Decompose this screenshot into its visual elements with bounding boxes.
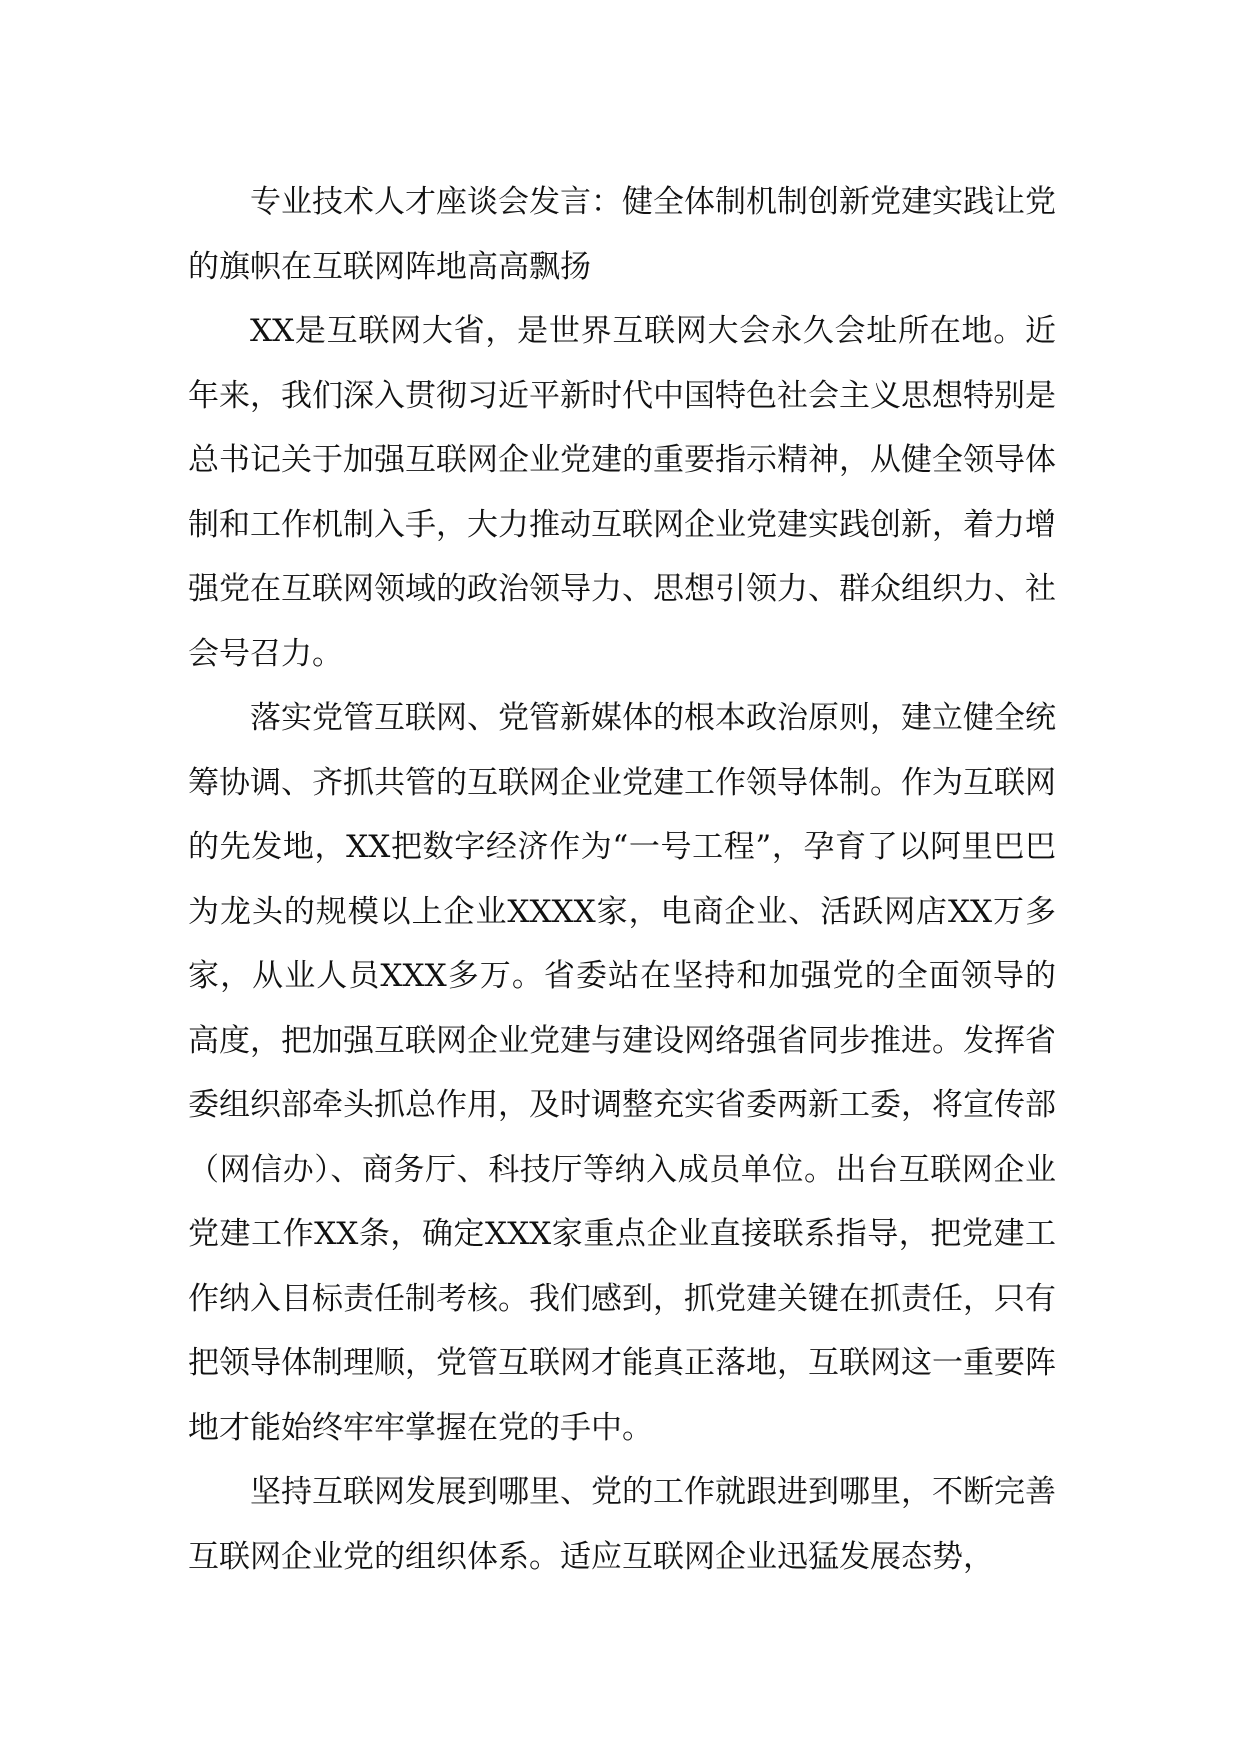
document-title: 专业技术人才座谈会发言：健全体制机制创新党建实践让党的旗帜在互联网阵地高高飘扬	[188, 184, 1056, 285]
paragraph-1: XX是互联网大省，是世界互联网大会永久会址所在地。近年来，我们深入贯彻习近平新时代中国特色社会主义思想特别是总书记关于加强互联网企业党建的重要指示精神，从健全领导体制和工作机制入手，大力推动互联网企业党建实践创新，着力增强党在互联网领域的政治领导力、思想引领力、群众组织力、社会号召力。	[188, 313, 1056, 672]
paragraph-3: 坚持互联网发展到哪里、党的工作就跟进到哪里，不断完善互联网企业党的组织体系。适应互联网企业迅猛发展态势，	[188, 1474, 1056, 1575]
paragraph-2: 落实党管互联网、党管新媒体的根本政治原则，建立健全统筹协调、齐抓共管的互联网企业党建工作领导体制。作为互联网的先发地，XX把数字经济作为“一号工程”，孕育了以阿里巴巴为龙头的规模以上企业XXXX家，电商企业、活跃网店XX万多家，从业人员XXX多万。省委站在坚持和加强党的全面领导的高度，把加强互联网企业党建与建设网络强省同步推进。发挥省委组织部牵头抓总作用，及时调整充实省委两新工委，将宣传部（网信办）、商务厅、科技厅等纳入成员单位。出台互联网企业党建工作XX条，确定XXX家重点企业直接联系指导，把党建工作纳入目标责任制考核。我们感到，抓党建关键在抓责任，只有把领导体制理顺，党管互联网才能真正落地，互联网这一重要阵地才能始终牢牢掌握在党的手中。	[188, 700, 1056, 1446]
document-body	[188, 170, 1056, 1589]
